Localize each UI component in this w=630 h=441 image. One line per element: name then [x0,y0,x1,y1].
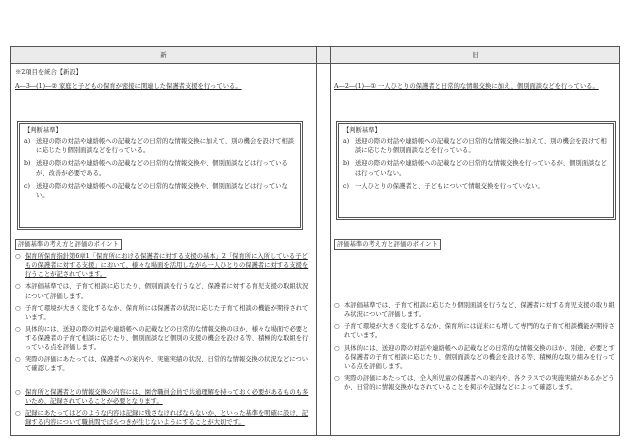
criteria-text: 送迎の際の対話や連絡帳への記載などの日常的な情報交換を行っているが、個別面談などは行っていない。 [355,160,607,177]
header-new: 新 [160,51,167,59]
new-criteria-item [24,159,296,177]
list-item [15,388,313,406]
old-criteria-item [343,159,609,177]
point-text: 実際の評価にあたっては、保護者への案内や、実施実績の状況、日常的な情報交換の状況などについて確認します。 [25,356,309,373]
point-text: 子育て環境が大きく変化するなか、保育所には従来にも増して専門的な子育て相談機能が期待されています。 [344,323,615,340]
column-divider [316,47,317,435]
list-item [15,355,313,373]
old-criteria-item [343,182,609,191]
criteria-text: 送迎の際の対話や連絡帳への記載などの日常的な情報交換に加えて、別の機会を設けて相談に応じたり個別面談などを行っている。 [36,138,295,155]
criteria-letter: a) [343,138,350,146]
criteria-text: 送迎の際の対話や連絡帳への記載などの日常的な情報交換に加えて、別の機会を設けて相談に応じたり個別面談などを行っている。 [355,138,607,155]
point-text: 保育所保育指針第6章1「保育所における保護者に対する支援の基本」2「保育所に入所している子どもの保護者に対する支援」において、様々な場面を活用しながら一人ひとりの保護者に対する支援を行うことが記されています。 [25,253,309,279]
column-divider [330,47,331,435]
point-text: 具体的には、送迎の際の対話や連絡帳への記載などの日常的な情報交換のほか、別途、必要とする保護者の子育て相談に応じたり、個別面談などの機会を設ける等、積極的な取り組みを行っている点を評価します。 [344,344,615,370]
old-points-list [334,301,618,395]
old-column [334,64,618,435]
table-header [11,47,619,64]
list-item [334,301,618,319]
bullet-icon: ○ [15,325,21,333]
new-criteria-item [24,137,296,155]
bullet-icon: ○ [15,283,21,291]
criteria-letter: c) [24,182,30,190]
header-old: 旧 [472,51,479,59]
point-text: 具体的には、送迎の際の対話や連絡帳への記載などの日常的な情報交換のほか、様々な場面で必要とする保護者の子育て相談に応じたり、個別面談など個別の支援の機会を設ける等、積極的な取組を行っている点を評価します。 [25,325,309,352]
old-criteria-heading: 【判断基準】 [343,127,381,134]
comparison-table [10,46,620,436]
bullet-icon: ○ [15,253,21,260]
criteria-text: 送迎の際の対話や連絡帳への記載などの日常的な情報交換や、個別面談などは行っていない。 [36,182,288,199]
point-text: 記録にあたってはどのような内容は記録に残さなければならないか、といった基準を明確に設け、記録する内容について職員間でばらつきが生じないようにすることが大切です。 [25,409,309,426]
new-criteria-box [17,121,303,230]
list-item [334,374,618,392]
criteria-letter: b) [24,160,31,168]
criteria-letter: b) [343,160,350,168]
bullet-icon: ○ [334,323,340,331]
new-note: ※2項目を統合【新設】 [15,69,82,76]
list-item [15,304,313,322]
point-text: 実際の評価にあたっては、全入所児童の保護者への案内や、各クラスでの実施実績があるかどうか、日常的に情報交換がなされていることを掲示や記録などによって確認します。 [344,374,615,391]
old-criteria-item [343,137,609,155]
point-text: 保育所と保護者との情報交換の内容には、園舎職員会員で共通理解を持っておく必要があるものも多いため、記録されていることが必要となります。 [25,388,309,405]
point-text: 本評価基準では、子育て相談に応じたり個別面談を行うなど、保護者に対する育児支援の取り組み状況について評価します。 [344,302,615,319]
list-item [15,282,313,300]
old-criteria-box [336,121,616,220]
point-text: 本評価基準では、子育て相談に応じたり、個別面談を行うなど、保護者に対する育児支援の取組状況について評価します。 [25,283,309,300]
bullet-icon: ○ [334,344,340,352]
new-column [15,64,313,435]
bullet-icon: ○ [15,356,21,364]
criteria-text: 一人ひとりの保護者と、子どもについて情報交換を行っていない。 [355,182,544,190]
new-title: A―3―(1)―② 家庭と子どもの保育が密接に関連した保護者支援を行っている。 [15,83,242,90]
bullet-icon: ○ [15,304,21,312]
new-points-list [15,252,313,430]
new-criteria-item [24,182,296,200]
old-eval-heading: 評価基準の考え方と評価のポイント [334,239,441,250]
list-item [15,325,313,352]
criteria-text: 送迎の際の対話や連絡帳への記載などの日常的な情報交換や、個別面談などは行っているが、改善が必要である。 [36,160,288,177]
old-title: A―2―(1)―① 一人ひとりの保護者と日常的な情報交換に加え、個別面談などを行っている。 [334,83,599,90]
new-eval-heading: 評価基準の考え方と評価のポイント [15,239,122,250]
list-item [15,252,313,279]
bullet-icon: ○ [15,409,21,417]
bullet-icon: ○ [334,374,340,382]
list-item [334,344,618,371]
bullet-icon: ○ [15,388,21,396]
criteria-letter: c) [343,182,349,190]
point-text: 子育て環境が大きく変化するなか、保育所には保護者の状況に応じた子育て相談の機能が期待されています。 [25,304,309,321]
list-item [15,409,313,427]
new-criteria-heading: 【判断基準】 [24,127,62,134]
criteria-letter: a) [24,138,31,146]
bullet-icon: ○ [334,302,340,309]
list-item [334,322,618,340]
